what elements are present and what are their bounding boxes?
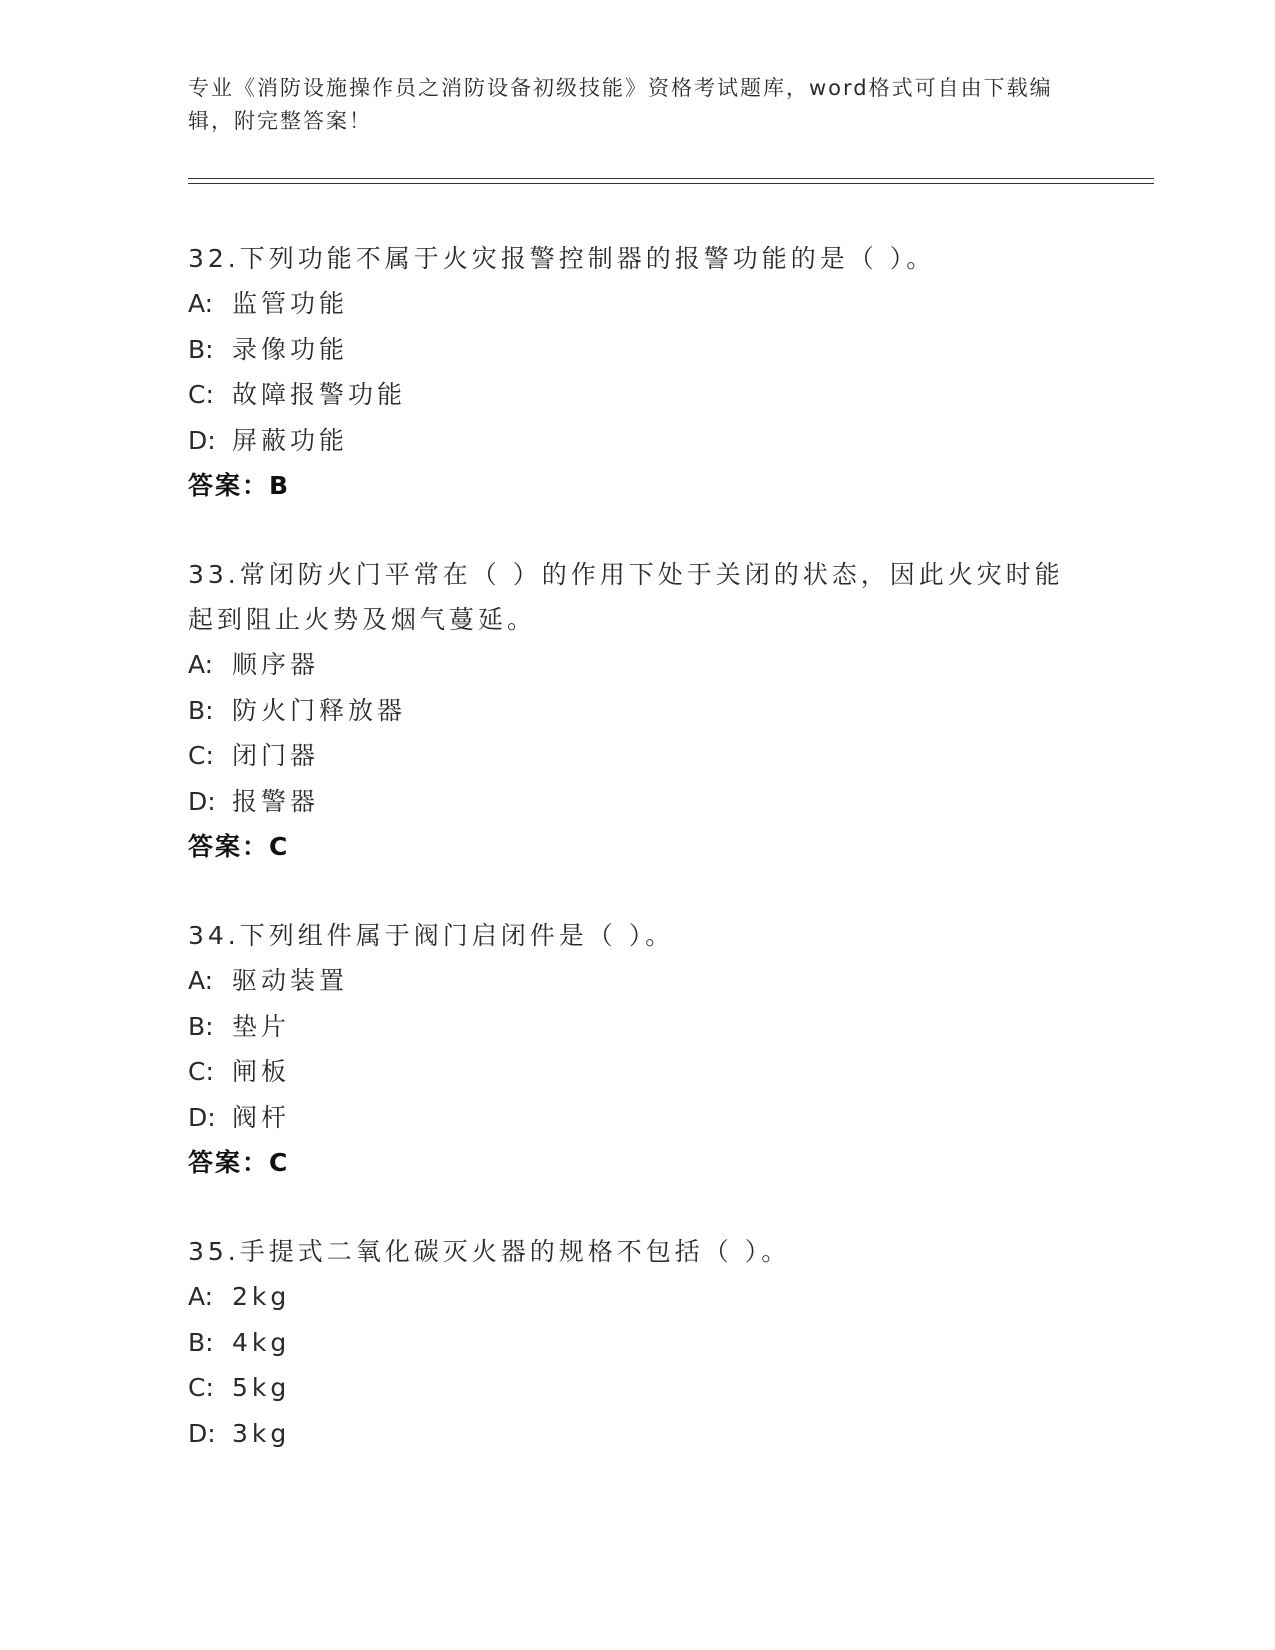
option-d xyxy=(188,1095,1088,1141)
option-text: 阀杆 xyxy=(232,1102,291,1132)
answer-line: 答案：C xyxy=(188,1148,290,1177)
option-c xyxy=(188,1365,1088,1411)
option-b xyxy=(188,688,1088,734)
option-text: 监管功能 xyxy=(232,289,349,318)
option-text: 闭门器 xyxy=(232,741,320,770)
question-32 xyxy=(188,236,1088,508)
question-stem: 33.常闭防火门平常在（ ）的作用下处于关闭的状态，因此火灾时能起到阻止火势及烟气蔓延。 xyxy=(188,560,1064,634)
option-label: B: xyxy=(188,334,214,364)
header-rule-top xyxy=(188,178,1154,179)
option-label: D: xyxy=(188,1102,216,1132)
option-text: 防火门释放器 xyxy=(232,695,407,725)
option-text: 顺序器 xyxy=(232,650,320,679)
question-stem: 35.手提式二氧化碳灭火器的规格不包括（ ）。 xyxy=(188,1237,791,1266)
option-a xyxy=(188,1274,1088,1320)
option-d xyxy=(188,418,1088,464)
option-label: C: xyxy=(188,1373,214,1402)
option-a xyxy=(188,281,1088,327)
option-label: C: xyxy=(188,380,214,409)
option-text: 报警器 xyxy=(232,786,320,816)
option-d xyxy=(188,779,1088,825)
option-text: 5kg xyxy=(232,1373,291,1402)
option-a xyxy=(188,642,1088,688)
option-text: 录像功能 xyxy=(232,334,349,364)
option-text: 3kg xyxy=(232,1418,291,1448)
option-label: D: xyxy=(188,425,216,455)
answer-line: 答案：B xyxy=(188,471,291,500)
option-label: D: xyxy=(188,786,216,816)
option-text: 闸板 xyxy=(232,1057,291,1086)
option-a xyxy=(188,958,1088,1004)
document-header: 专业《消防设施操作员之消防设备初级技能》资格考试题库，word格式可自由下载编辑，附完整答案！ xyxy=(188,76,1053,133)
option-b xyxy=(188,327,1088,373)
option-text: 屏蔽功能 xyxy=(232,425,349,455)
option-label: C: xyxy=(188,741,214,770)
option-label: A: xyxy=(188,650,214,679)
question-list xyxy=(188,236,1088,1500)
question-35 xyxy=(188,1229,1088,1456)
option-c xyxy=(188,1049,1088,1095)
question-33 xyxy=(188,552,1088,869)
option-label: B: xyxy=(188,695,214,725)
option-c xyxy=(188,733,1088,779)
option-c xyxy=(188,372,1088,418)
question-stem: 34.下列组件属于阀门启闭件是（ ）。 xyxy=(188,921,675,950)
option-label: B: xyxy=(188,1327,214,1357)
option-label: C: xyxy=(188,1057,214,1086)
option-text: 故障报警功能 xyxy=(232,380,407,409)
option-text: 驱动装置 xyxy=(232,966,349,995)
option-d xyxy=(188,1411,1088,1457)
question-stem: 32.下列功能不属于火灾报警控制器的报警功能的是（ ）。 xyxy=(188,244,936,273)
option-label: A: xyxy=(188,966,214,995)
option-text: 4kg xyxy=(232,1327,291,1357)
option-label: D: xyxy=(188,1418,216,1448)
option-b xyxy=(188,1004,1088,1050)
option-label: A: xyxy=(188,1282,214,1311)
answer-line: 答案：C xyxy=(188,832,290,861)
option-b xyxy=(188,1320,1088,1366)
option-text: 2kg xyxy=(232,1282,291,1311)
option-label: B: xyxy=(188,1011,214,1041)
header-rule-bottom xyxy=(188,183,1154,184)
question-34 xyxy=(188,913,1088,1185)
option-label: A: xyxy=(188,289,214,318)
option-text: 垫片 xyxy=(232,1011,291,1041)
